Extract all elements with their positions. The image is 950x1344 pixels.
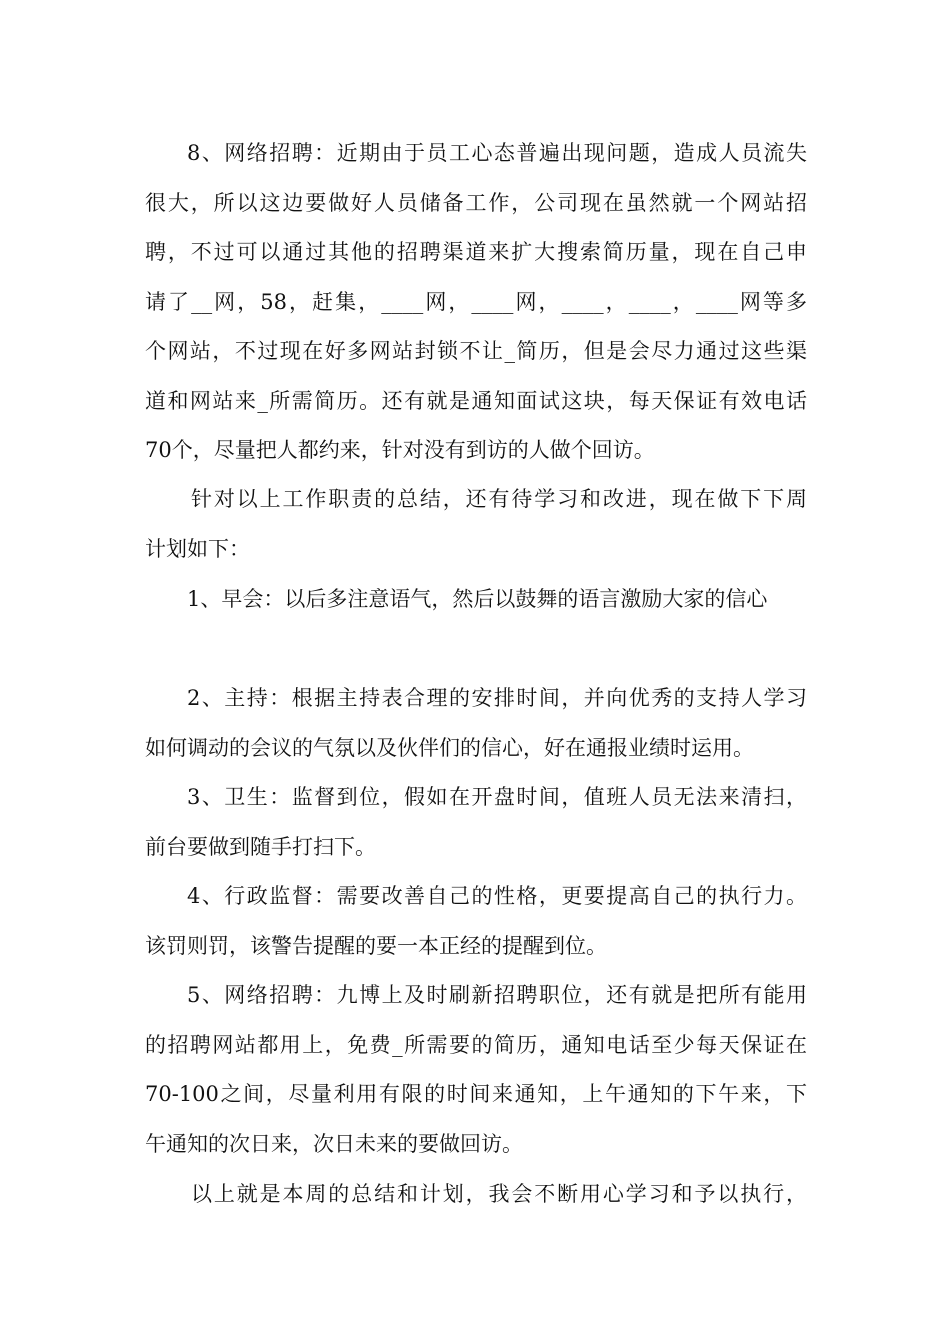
text-line: 1、早会：以后多注意语气，然后以鼓舞的语言激励大家的信心 bbox=[187, 587, 768, 611]
text-line: 8、网络招聘：近期由于员工心态普遍出现问题，造成人员流失 bbox=[187, 141, 807, 165]
text-line: 70个，尽量把人都约来，针对没有到访的人做个回访。 bbox=[145, 438, 655, 462]
text-line: 70-100之间，尽量利用有限的时间来通知，上午通知的下午来，下 bbox=[145, 1082, 807, 1106]
text-line: 2、主持：根据主持表合理的安排时间，并向优秀的支持人学习 bbox=[187, 686, 807, 710]
text-line: 请了__网，58，赶集，____网，____网，____，____，____网等多 bbox=[145, 289, 807, 314]
paragraph-plan-hygiene bbox=[145, 773, 807, 872]
paragraph-plan-morning-meeting bbox=[145, 575, 807, 625]
paragraph-plan-network-recruiting bbox=[145, 971, 807, 1169]
text-line: 4、行政监督：需要改善自己的性格，更要提高自己的执行力。 bbox=[187, 884, 807, 908]
text-line: 道和网站来_所需简历。还有就是通知面试这块，每天保证有效电话 bbox=[145, 388, 807, 413]
text-line: 以上就是本周的总结和计划，我会不断用心学习和予以执行， bbox=[191, 1182, 807, 1206]
text-line: 很大，所以这边要做好人员储备工作，公司现在虽然就一个网站招 bbox=[145, 190, 807, 215]
paragraph-plan-admin-supervision bbox=[145, 872, 807, 971]
text-line: 的招聘网站都用上，免费_所需要的简历，通知电话至少每天保证在 bbox=[145, 1032, 807, 1057]
text-line: 个网站，不过现在好多网站封锁不让_简历，但是会尽力通过这些渠 bbox=[145, 339, 807, 363]
text-line: 午通知的次日来，次日未来的要做回访。 bbox=[145, 1131, 523, 1156]
paragraph-plan-hosting bbox=[145, 674, 807, 773]
text-line: 该罚则罚，该警告提醒的要一本正经的提醒到位。 bbox=[145, 933, 607, 958]
text-line: 3、卫生：监督到位，假如在开盘时间，值班人员无法来清扫， bbox=[187, 785, 807, 809]
text-line: 前台要做到随手打扫下。 bbox=[145, 834, 376, 859]
text-line: 针对以上工作职责的总结，还有待学习和改进，现在做下下周 bbox=[191, 487, 807, 511]
text-line: 如何调动的会议的气氛以及伙伴们的信心，好在通报业绩时运用。 bbox=[145, 735, 754, 760]
text-line: 5、网络招聘：九博上及时刷新招聘职位，还有就是把所有能用 bbox=[187, 983, 807, 1007]
paragraph-closing bbox=[145, 1170, 807, 1220]
text-line: 聘，不过可以通过其他的招聘渠道来扩大搜索简历量，现在自己申 bbox=[145, 240, 807, 264]
text-line: 计划如下： bbox=[145, 536, 250, 561]
paragraph-network-recruiting-summary bbox=[145, 129, 807, 476]
paragraph-plan-intro bbox=[145, 475, 807, 574]
